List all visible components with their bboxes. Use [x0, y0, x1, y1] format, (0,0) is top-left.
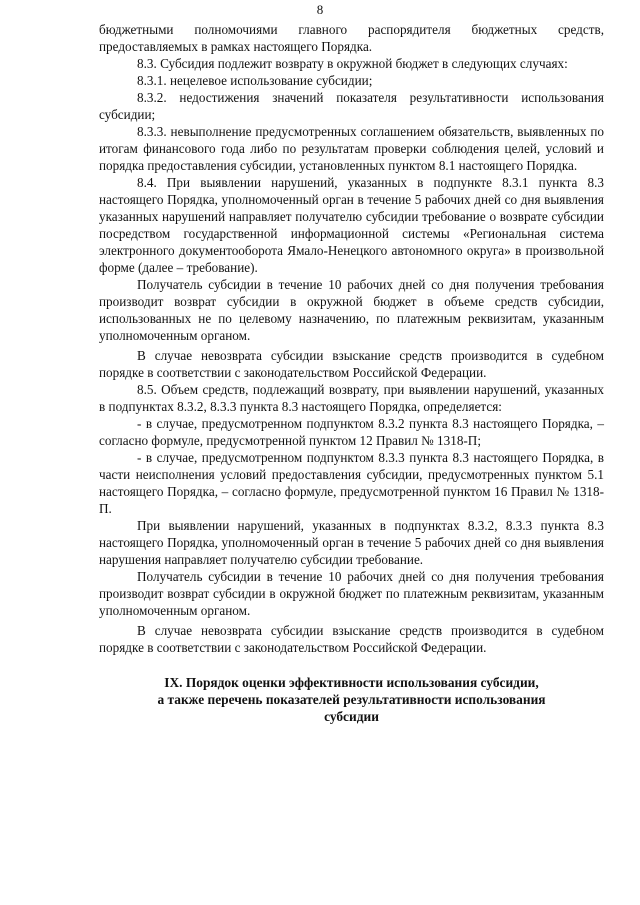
- document-body: [99, 21, 604, 725]
- section-heading-line-1: IX. Порядок оценки эффективности использования субсидии,: [164, 675, 539, 690]
- paragraph-continuation: бюджетными полномочиями главного распорядителя бюджетных средств, предоставляемых в рамках настоящего Порядка.: [99, 22, 604, 54]
- paragraph-8-5: 8.5. Объем средств, подлежащий возврату, при выявлении нарушений, указанных в подпунктах 8.3.2, 8.3.3 пункта 8.3 настоящего Порядка, определяется:: [99, 382, 604, 414]
- section-heading-line-3: субсидии: [324, 709, 379, 724]
- paragraph-violations-requirement: При выявлении нарушений, указанных в подпунктах 8.3.2, 8.3.3 пункта 8.3 настоящего Порядка, уполномоченный орган в течение 5 рабочих дней со дня выявления нарушения направляет получателю субсидии требование.: [99, 518, 604, 567]
- paragraph-8-3-3: 8.3.3. невыполнение предусмотренных соглашением обязательств, выявленных по итогам финансового года либо по результатам проверки соблюдения целей, условий и порядка предоставления субсидии, установленных пунктом 8.1 настоящего Порядка.: [99, 124, 604, 173]
- page-number: 8: [316, 2, 324, 17]
- section-heading-ix: [99, 674, 604, 725]
- paragraph-court-recovery-1: В случае невозврата субсидии взыскание средств производится в судебном порядке в соответствии с законодательством Российской Федерации.: [99, 348, 604, 380]
- paragraph-8-3: 8.3. Субсидия подлежит возврату в окружной бюджет в следующих случаях:: [137, 56, 568, 71]
- paragraph-8-4: 8.4. При выявлении нарушений, указанных в подпункте 8.3.1 пункта 8.3 настоящего Порядка, уполномоченный орган в течение 5 рабочих дней со дня выявления указанных нарушений направляет получателю субсидии требование о возврате субсидии посредством государственной информационной системы «Региональная система электронного документооборота Ямало-Ненецкого автономного округа» в произвольной форме (далее – требование).: [99, 175, 604, 275]
- paragraph-court-recovery-2: В случае невозврата субсидии взыскание средств производится в судебном порядке в соответствии с законодательством Российской Федерации.: [99, 623, 604, 655]
- section-heading-line-2: а также перечень показателей результативности использования: [157, 692, 546, 707]
- paragraph-8-3-2: 8.3.2. недостижения значений показателя результативности использования субсидии;: [99, 90, 604, 122]
- paragraph-8-3-1: 8.3.1. нецелевое использование субсидии;: [137, 73, 373, 88]
- paragraph-refund-requirement-2: Получатель субсидии в течение 10 рабочих дней со дня получения требования производит возврат субсидии в окружной бюджет по платежным реквизитам, указанным уполномоченным органом.: [99, 569, 604, 618]
- paragraph-formula-item-2: - в случае, предусмотренном подпунктом 8.3.3 пункта 8.3 настоящего Порядка, в части неисполнения условий предоставления субсидии, предусмотренных пунктом 5.1 настоящего Порядка, – согласно формуле, предусмотренной пунктом 16 Правил № 1318-П.: [99, 450, 604, 516]
- paragraph-formula-item-1: - в случае, предусмотренном подпунктом 8.3.2 пункта 8.3 настоящего Порядка, – согласно формуле, предусмотренной пунктом 12 Правил № 1318-П;: [99, 416, 604, 448]
- paragraph-refund-requirement-1: Получатель субсидии в течение 10 рабочих дней со дня получения требования производит возврат субсидии в окружной бюджет в объеме средств субсидии, использованных не по целевому назначению, по платежным реквизитам, указанным уполномоченным органом.: [99, 277, 604, 343]
